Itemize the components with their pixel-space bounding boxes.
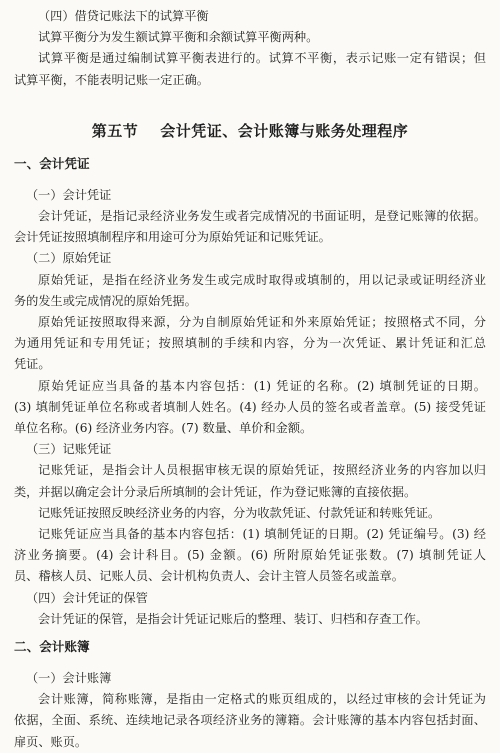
paragraph-line: 为通用凭证和专用凭证；按照填制的手续和内容，分为一次凭证、累计凭证和汇总 xyxy=(14,336,486,351)
paragraph-line: 记账凭证应当具备的基本内容包括：(1) 填制凭证的日期。(2) 凭证编号。(3) 经 xyxy=(38,527,486,542)
paragraph-line: 记账凭证，是指会计人员根据审核无误的原始凭证，按照经济业务的内容加以归 xyxy=(38,463,486,478)
paragraph-line: 试算平衡，不能表明记账一定正确。 xyxy=(14,72,209,87)
paragraph-line: 凭证。 xyxy=(14,357,51,372)
paragraph-line: 试算平衡是通过编制试算平衡表进行的。试算不平衡，表示记账一定有错误；但 xyxy=(38,51,486,66)
paragraph-line: 会计凭证，是指记录经济业务发生或者完成情况的书面证明，是登记账簿的依据。 xyxy=(38,209,486,224)
subsection-title: （二）原始凭证 xyxy=(26,251,112,266)
heading-accounting-vouchers: 一、会计凭证 xyxy=(14,155,90,171)
paragraph-line: 原始凭证按照取得来源，分为自制原始凭证和外来原始凭证；按照格式不同，分 xyxy=(38,315,486,330)
section-number: 第五节 xyxy=(91,121,139,140)
paragraph-line: 济业务摘要。(4) 会计科目。(5) 金额。(6) 所附原始凭证张数。(7) 填制凭证人 xyxy=(14,548,486,563)
heading-accounting-books: 二、会计账簿 xyxy=(14,639,90,655)
paragraph-line: 务的发生或完成情况的原始凭据。 xyxy=(14,293,197,308)
paragraph-line: 原始凭证应当具备的基本内容包括：(1) 凭证的名称。(2) 填制凭证的日期。 xyxy=(38,378,486,393)
paragraph-line: 扉页、账页。 xyxy=(14,734,88,749)
paragraph-line: 试算平衡分为发生额试算平衡和余额试算平衡两种。 xyxy=(38,30,319,45)
subsection-title-trial-balance: （四）借贷记账法下的试算平衡 xyxy=(38,9,209,23)
paragraph-line: 类，并据以确定会计分录后所填制的会计凭证，作为登记账簿的直接依据。 xyxy=(14,484,417,499)
paragraph-line: 员、稽核人员、记账人员、会计机构负责人、会计主管人员签名或盖章。 xyxy=(14,569,404,584)
paragraph-line: 会计凭证的保管，是指会计凭证记账后的整理、装订、归档和存查工作。 xyxy=(38,611,428,626)
section-heading xyxy=(14,119,486,143)
paragraph-line: 原始凭证，是指在经济业务发生或完成时取得或填制的，用以记录或证明经济业 xyxy=(38,272,486,287)
paragraph-line: (3) 填制凭证单位名称或者填制人姓名。(4) 经办人员的签名或者盖章。(5) 接受凭证 xyxy=(14,399,486,414)
paragraph-line: 依据，全面、系统、连续地记录各项经济业务的簿籍。会计账簿的基本内容包括封面、 xyxy=(14,713,486,728)
subsection-title: （三）记账凭证 xyxy=(26,442,112,457)
paragraph-line: 单位名称。(6) 经济业务内容。(7) 数量、单价和金额。 xyxy=(14,421,313,436)
subsection-title: （四）会计凭证的保管 xyxy=(26,590,148,605)
section-title: 会计凭证、会计账簿与账务处理程序 xyxy=(160,121,409,140)
paragraph-line: 会计凭证按照填制程序和用途可分为原始凭证和记账凭证。 xyxy=(14,230,331,245)
subsection-title: （一）会计凭证 xyxy=(26,187,112,202)
paragraph-line: 会计账簿，简称账簿，是指由一定格式的账页组成的，以经过审核的会计凭证为 xyxy=(38,692,486,707)
subsection-title: （一）会计账簿 xyxy=(26,671,112,686)
paragraph-line: 记账凭证按照反映经济业务的内容，分为收款凭证、付款凭证和转账凭证。 xyxy=(38,505,441,520)
